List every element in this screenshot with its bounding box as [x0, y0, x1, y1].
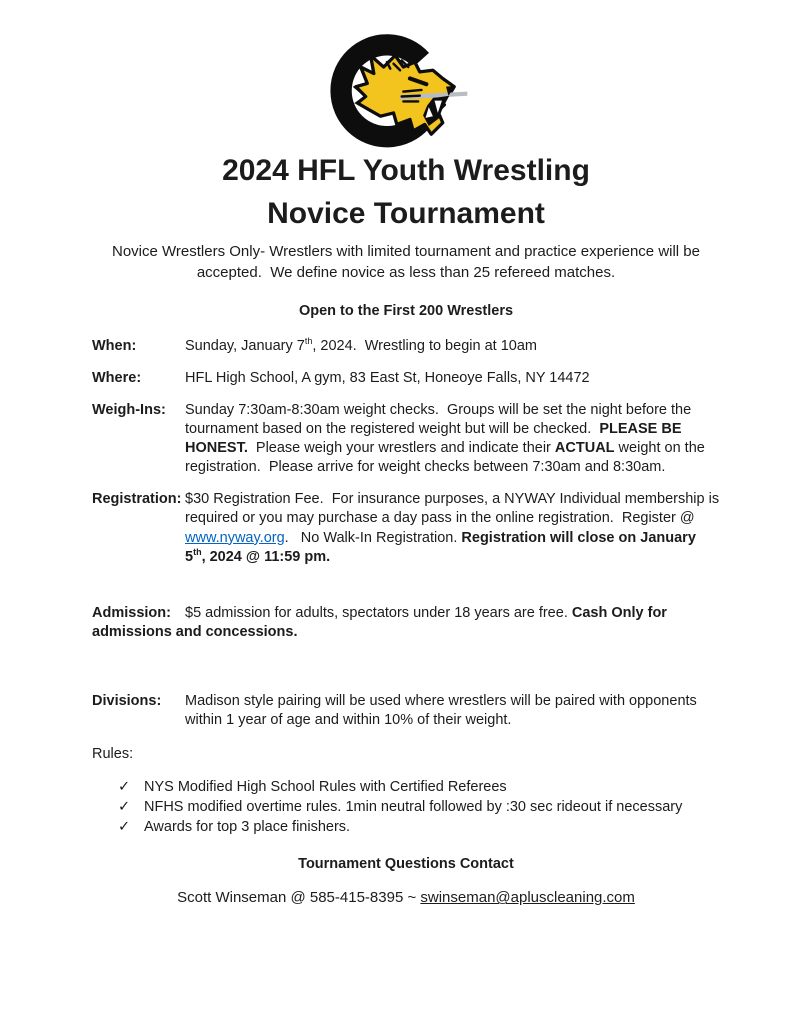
rules-list — [92, 777, 720, 837]
page-title — [92, 150, 720, 235]
when-label: When: — [92, 337, 137, 354]
text-segment: th — [304, 335, 313, 346]
open-to-first-200-line: Open to the First 200 Wrestlers — [298, 302, 514, 319]
rule-text: Awards for top 3 place finishers. — [144, 819, 351, 836]
weigh-ins-label: Weigh-Ins: — [92, 401, 166, 418]
text-segment: Cash Only for admissions and concessions. — [92, 604, 671, 640]
text-segment: Registration will close on January 5 — [185, 529, 700, 565]
title-line-1: 2024 HFL Youth Wrestling — [222, 154, 590, 187]
text-segment: HFL High School, A gym, 83 East St, Honeoye Falls, NY 14472 — [185, 369, 590, 386]
flyer-content — [92, 150, 724, 907]
section-registration — [92, 490, 724, 567]
registration-value — [185, 490, 724, 567]
rule-text: NFHS modified overtime rules. 1min neutral followed by :30 sec rideout if necessary — [144, 799, 683, 816]
text-segment: th — [193, 546, 202, 557]
text-segment: Scott Winseman @ 585-415-8395 ~ — [177, 889, 421, 907]
checkmark-icon: ✓ — [118, 799, 131, 816]
text-segment: $5 admission for adults, spectators under 18 years are free. — [185, 604, 572, 621]
text-segment: Madison style pairing will be used where wrestlers will be paired with opponents within 1 year of age and within 10% of their weight. — [185, 693, 701, 729]
text-segment: , 2024 @ 11:59 pm. — [201, 548, 331, 565]
checkmark-icon: ✓ — [118, 779, 131, 796]
section-divisions — [92, 692, 720, 730]
where-label: Where: — [92, 369, 142, 386]
rule-item — [118, 797, 720, 817]
cougar-c-logo-icon — [318, 26, 474, 149]
divisions-value — [185, 692, 720, 730]
text-segment: $30 Registration Fee. For insurance purposes, a NYWAY Individual membership is required or you may purchase a day pass in the online registration. Register @ — [185, 491, 724, 527]
section-where — [92, 369, 720, 388]
rules-label: Rules: — [92, 746, 134, 763]
weigh-ins-value — [185, 401, 720, 478]
when-value — [185, 337, 720, 356]
section-admission — [92, 604, 720, 642]
email-link[interactable]: swinseman@apluscleaning.com — [420, 889, 635, 907]
text-segment: . No Walk-In Registration. — [284, 529, 462, 546]
contact-line — [92, 889, 720, 906]
registration-label: Registration: — [92, 491, 182, 508]
divisions-label: Divisions: — [92, 693, 162, 710]
text-segment: ACTUAL — [554, 440, 615, 457]
subtitle: Novice Wrestlers Only- Wrestlers with limited tournament and practice experience will be accepted. We define novice as less than 25 refereed matches. — [112, 243, 705, 281]
rule-item — [118, 817, 720, 837]
rule-item — [118, 777, 720, 797]
text-segment: weight on the registration. Please arrive for weight checks between 7:30am and 8:30am. — [185, 440, 709, 476]
title-line-2: Novice Tournament — [267, 196, 545, 230]
text-segment: , 2024. Wrestling to begin at 10am — [312, 337, 537, 354]
section-when — [92, 337, 720, 356]
rule-text: NYS Modified High School Rules with Certified Referees — [144, 779, 507, 796]
text-segment: Sunday, January 7 — [185, 337, 305, 354]
checkmark-icon: ✓ — [118, 819, 131, 836]
text-segment: Please weigh your wrestlers and indicate their — [247, 440, 555, 457]
text-segment: PLEASE BE HONEST. — [185, 420, 686, 457]
team-logo — [0, 0, 791, 142]
text-segment: Sunday 7:30am-8:30am weight checks. Groups will be set the night before the tournament based on the registered weight but will be checked. — [185, 401, 696, 437]
section-weigh-ins — [92, 401, 720, 478]
contact-heading: Tournament Questions Contact — [298, 856, 514, 873]
where-value — [185, 369, 720, 388]
admission-label: Admission: — [92, 604, 171, 621]
nyway-link[interactable]: www.nyway.org — [185, 529, 285, 546]
